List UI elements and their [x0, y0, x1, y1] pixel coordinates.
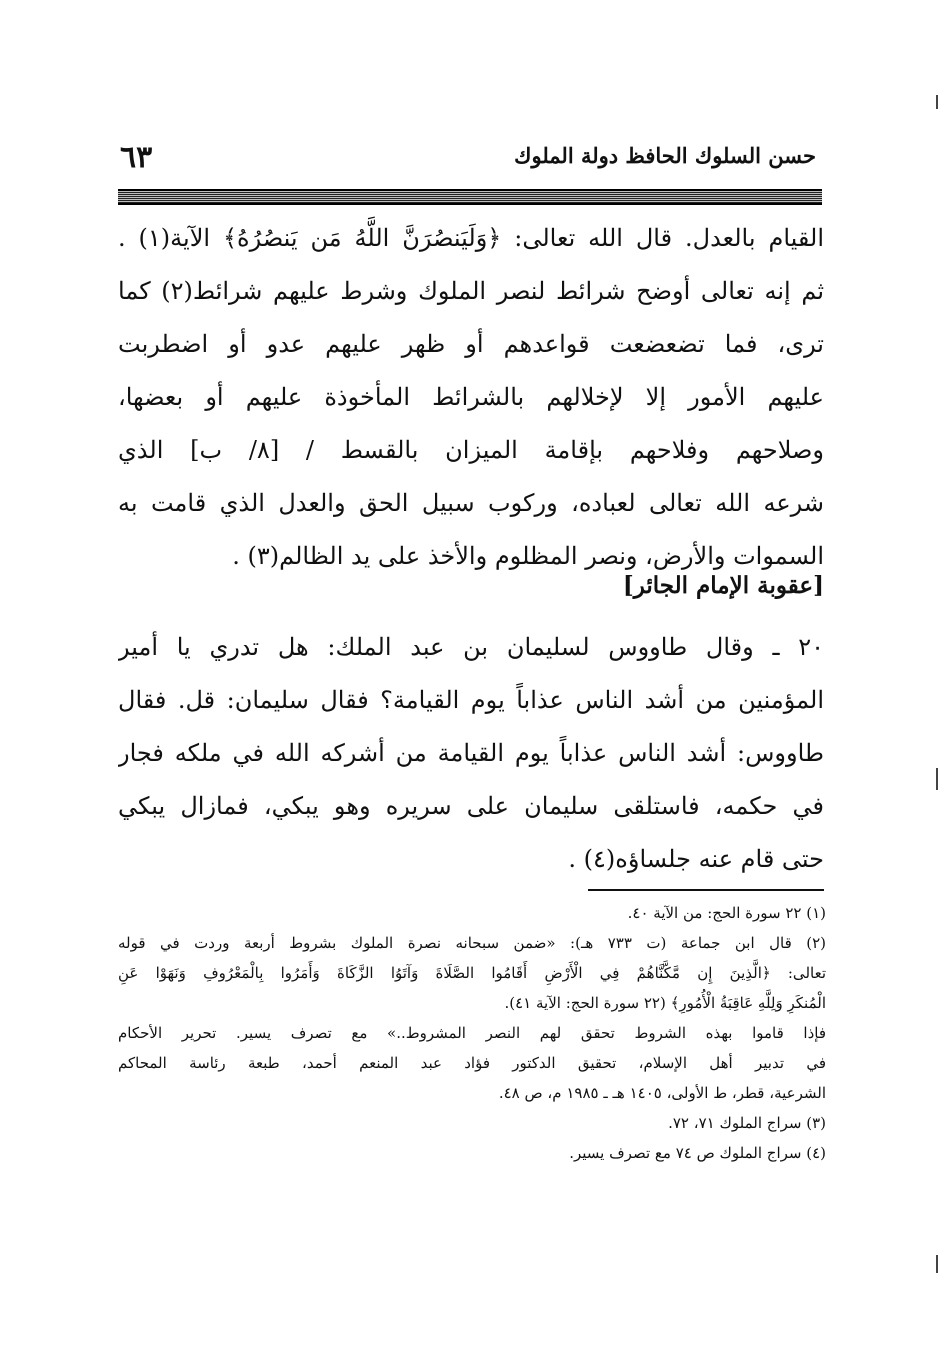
- page-number: ٦٣: [120, 140, 153, 175]
- footnotes: [118, 898, 826, 1168]
- text-line: عليهم الأمور إلا لإخلالهم بالشرائط المأخوذة عليهم أو بعضها،: [118, 383, 824, 411]
- footnote-2-line: الشرعية، قطر، ط الأولى، ١٤٠٥ هـ ـ ١٩٨٥ م، ص ٤٨.: [498, 1084, 826, 1102]
- scan-edge-mark: [936, 768, 938, 790]
- paragraph-2: [118, 621, 824, 886]
- footnote-2-line: تعالى: ﴿الَّذِينَ إِن مَّكَّنَّاهُمْ فِي الْأَرْضِ أَقَامُوا الصَّلَاةَ وَآتَوُا الزَّكَاةَ وَأَمَرُوا بِالْمَعْرُوفِ وَنَهَوْا عَنِ: [118, 964, 826, 982]
- scan-edge-mark: [936, 1255, 938, 1273]
- footnote-2-line: الْمُنكَرِ وَلِلَّهِ عَاقِبَةُ الْأُمُورِ﴾ (٢٢ سورة الحج: الآية ٤١).: [504, 994, 826, 1012]
- text-line: حتى قام عنه جلساؤه(٤) .: [568, 845, 824, 873]
- section-heading: [عقوبة الإمام الجائر]: [622, 572, 824, 599]
- text-line: ثم إنه تعالى أوضح شرائط لنصر الملوك وشرط عليهم شرائط(٢) كما: [118, 277, 824, 305]
- footnote-2-line: (٢) قال ابن جماعة (ت ٧٣٣ هـ): «ضمن سبحانه نصرة الملوك بشروط أربعة وردت في قوله: [118, 934, 826, 952]
- text-line: وصلاحهم وفلاحهم بإقامة الميزان بالقسط / [٨/ ب] الذي: [118, 436, 824, 464]
- text-line: في حكمه، فاستلقى سليمان على سريره وهو يبكي، فمازال يبكي: [118, 792, 824, 820]
- text-line: القيام بالعدل. قال الله تعالى: ﴿وَلَيَنصُرَنَّ اللَّهُ مَن يَنصُرُهُ﴾ الآية(١) .: [118, 224, 824, 252]
- text-line: السموات والأرض، ونصر المظلوم والأخذ على يد الظالم(٣) .: [232, 542, 824, 570]
- footnote-2-line: في تدبير أهل الإسلام، تحقيق الدكتور فؤاد عبد المنعم أحمد، طبعة رئاسة المحاكم: [118, 1054, 826, 1072]
- text-line: طاووس: أشد الناس عذاباً يوم القيامة من أشركه الله في ملكه فجار: [118, 739, 824, 767]
- text-line: شرعه الله تعالى لعباده، وركوب سبيل الحق والعدل الذي قامت به: [118, 489, 824, 517]
- scan-edge-mark: [936, 95, 938, 109]
- text-line: ترى، فما تضعضعت قواعدهم أو ظهر عليهم عدو أو اضطربت: [118, 330, 824, 358]
- footnote-4: (٤) سراج الملوك ص ٧٤ مع تصرف يسير.: [569, 1144, 826, 1162]
- footnote-separator: [588, 889, 824, 891]
- header-rule: [118, 189, 822, 205]
- paragraph-1: [118, 212, 824, 583]
- footnote-2-line: فإذا قاموا بهذه الشروط تحقق لهم النصر المشروط..» مع تصرف يسير. تحرير الأحكام: [118, 1024, 826, 1042]
- text-line: ٢٠ ـ وقال طاووس لسليمان بن عبد الملك: هل تدري يا أمير: [118, 633, 824, 661]
- footnote-3: (٣) سراج الملوك ٧١، ٧٢.: [668, 1114, 826, 1132]
- footnote-1: (١) ٢٢ سورة الحج: من الآية ٤٠.: [627, 904, 826, 922]
- text-line: المؤمنين من أشد الناس عذاباً يوم القيامة؟ فقال سليمان: قل. فقال: [118, 686, 824, 714]
- running-title: حسن السلوك الحافظ دولة الملوك: [514, 143, 816, 168]
